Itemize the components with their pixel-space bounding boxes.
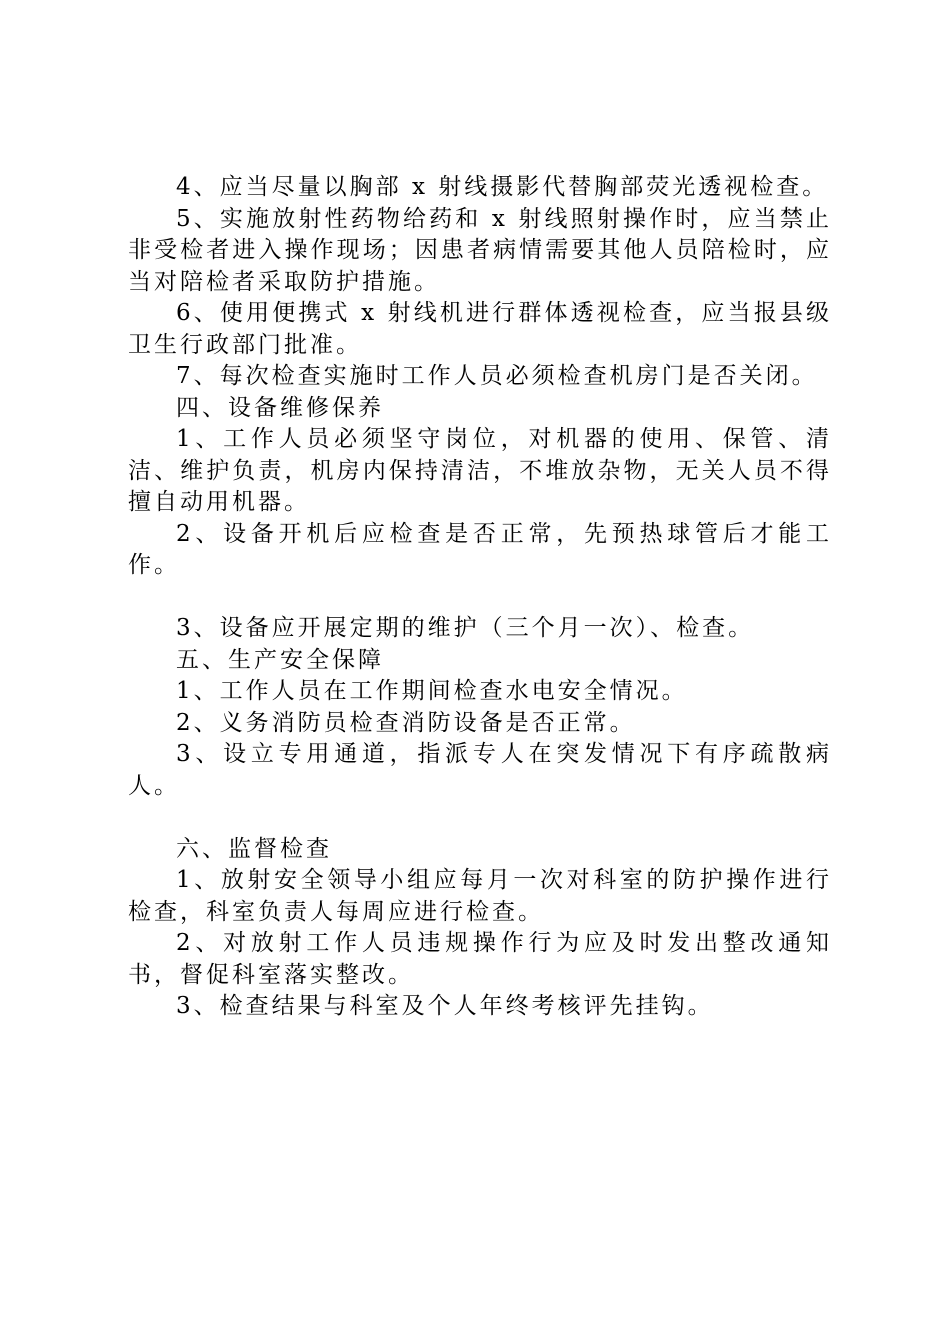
section-heading-supervision: 六、监督检查: [176, 835, 332, 862]
paragraph-item-6: 6、使用便携式 x 射线机进行群体透视检查，应当报县级卫生行政部门批准。: [128, 300, 832, 358]
paragraph-safety-2: 2、义务消防员检查消防设备是否正常。: [176, 709, 636, 736]
paragraph-safety-3: 3、设立专用通道，指派专人在突发情况下有序疏散病人。: [128, 741, 832, 799]
paragraph-item-4: 4、应当尽量以胸部 x 射线摄影代替胸部荧光透视检查。: [176, 174, 829, 200]
paragraph-safety-1: 1、工作人员在工作期间检查水电安全情况。: [176, 678, 688, 704]
section-heading-equipment: 四、设备维修保养: [176, 394, 384, 421]
paragraph-equipment-1: 1、工作人员必须坚守岗位，对机器的使用、保管、清洁、维护负责，机房内保持清洁，不堆放杂物，无关人员不得擅自动用机器。: [128, 426, 832, 515]
paragraph-supervision-3: 3、检查结果与科室及个人年终考核评先挂钩。: [176, 993, 714, 1019]
paragraph-equipment-3: 3、设备应开展定期的维护（三个月一次）、检查。: [176, 615, 755, 641]
paragraph-item-7: 7、每次检查实施时工作人员必须检查机房门是否关闭。: [176, 363, 818, 389]
paragraph-supervision-2: 2、对放射工作人员违规操作行为应及时发出整改通知书，督促科室落实整改。: [128, 930, 832, 988]
document-body: [128, 172, 832, 1023]
paragraph-item-5: 5、实施放射性药物给药和 x 射线照射操作时，应当禁止非受检者进入操作现场；因患者病情需要其他人员陪检时，应当对陪检者采取防护措施。: [128, 205, 832, 295]
section-heading-safety: 五、生产安全保障: [176, 646, 384, 673]
paragraph-supervision-1: 1、放射安全领导小组应每月一次对科室的防护操作进行检查，科室负责人每周应进行检查。: [128, 867, 832, 925]
paragraph-equipment-2: 2、设备开机后应检查是否正常，先预热球管后才能工作。: [128, 520, 832, 578]
paragraph-spacer: [128, 582, 832, 614]
paragraph-spacer: [128, 802, 832, 834]
